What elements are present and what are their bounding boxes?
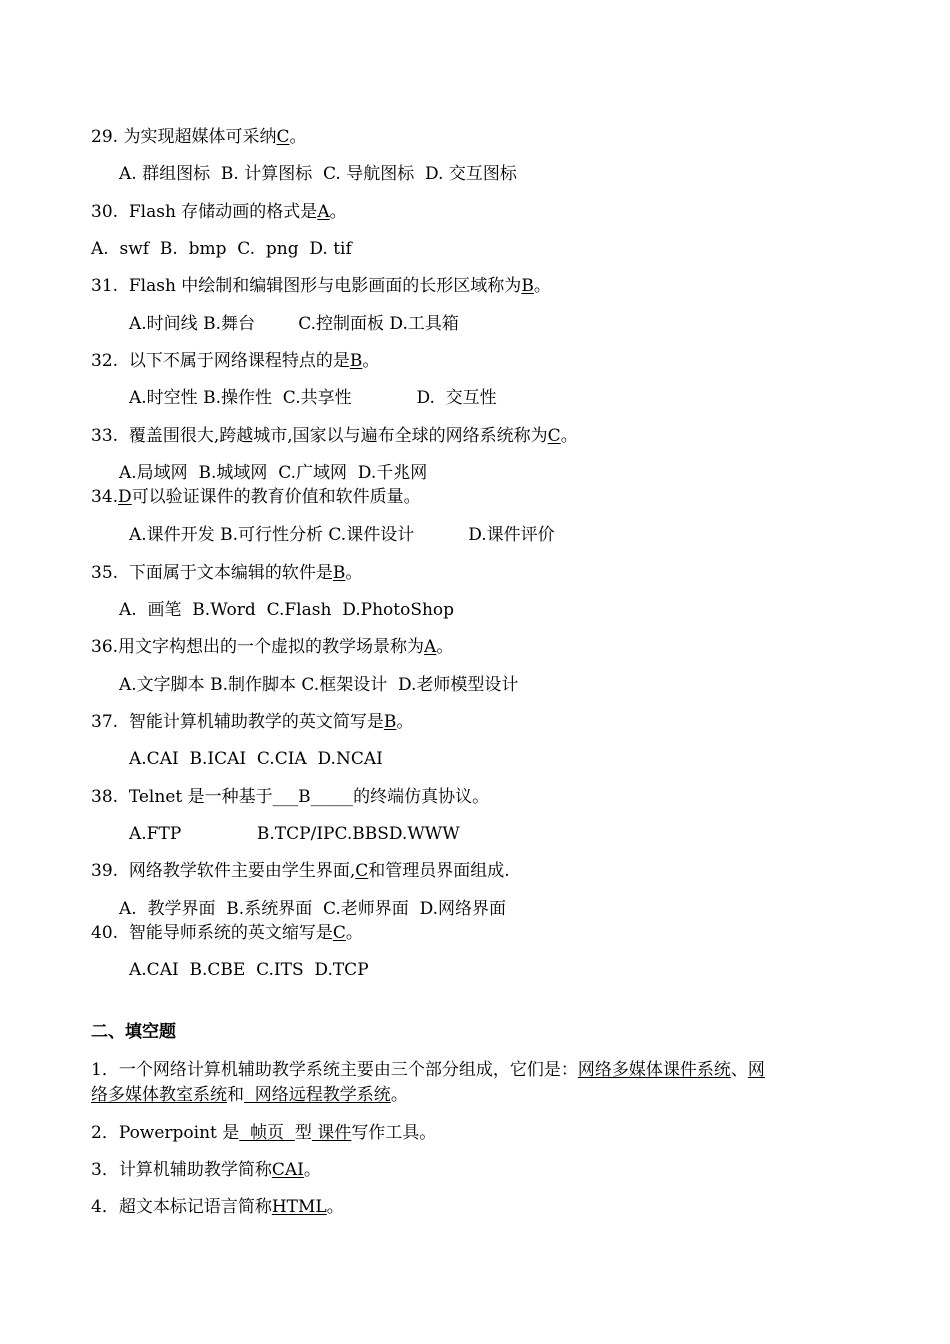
question-38-stem	[91, 786, 489, 808]
question-text-tail: 。	[396, 712, 414, 732]
question-36-options: A.文字脚本 B.制作脚本 C.框架设计 D.老师模型设计	[119, 675, 519, 695]
question-text-tail: 和管理员界面组成.	[368, 861, 510, 881]
fill-text: 。	[390, 1085, 408, 1105]
fill-answer: 网	[747, 1060, 765, 1080]
question-34-stem	[91, 486, 421, 508]
question-number: 29.	[91, 127, 119, 147]
question-number: 34.	[91, 487, 119, 507]
fill-answer: HTML	[271, 1197, 327, 1217]
fill-answer: 络多媒体教室系统	[91, 1085, 227, 1105]
question-31-stem	[91, 275, 551, 297]
fill-answer: 帧页	[239, 1123, 295, 1143]
fill-text: 2．Powerpoint 是	[91, 1123, 240, 1143]
question-text-tail: 。	[533, 276, 551, 296]
question-number: 37.	[91, 712, 119, 732]
question-text: 以下不属于网络课程特点的是	[118, 351, 350, 371]
fill-item-4	[91, 1196, 344, 1218]
question-text: 智能导师系统的英文缩写是	[118, 923, 333, 943]
question-text: 覆盖围很大,跨越城市,国家以与遍布全球的网络系统称为	[118, 426, 548, 446]
fill-answer: CAI	[271, 1160, 304, 1180]
question-number: 36.	[91, 637, 119, 657]
question-text: 为实现超媒体可采纳	[118, 127, 277, 147]
question-35-stem	[91, 562, 362, 584]
fill-item-3	[91, 1159, 321, 1181]
question-text: 用文字构想出的一个虚拟的教学场景称为	[118, 637, 425, 657]
question-number: 32.	[91, 351, 119, 371]
question-31-options: A.时间线 B.舞台 C.控制面板 D.工具箱	[129, 314, 459, 334]
question-29-stem	[91, 126, 306, 148]
question-37-options: A.CAI B.ICAI C.CIA D.NCAI	[129, 749, 383, 769]
answer-blank: B	[383, 712, 397, 732]
question-number: 35.	[91, 563, 119, 583]
question-37-stem	[91, 711, 413, 733]
question-number: 39.	[91, 861, 119, 881]
question-33-stem	[91, 425, 578, 447]
answer-blank: C	[355, 861, 369, 881]
question-number: 30.	[91, 202, 119, 222]
fill-text: 3．计算机辅助教学简称	[91, 1160, 272, 1180]
fill-answer: 课件	[311, 1123, 352, 1143]
fill-text: 。	[303, 1160, 321, 1180]
question-text: 网络教学软件主要由学生界面,	[118, 861, 356, 881]
fill-answer: 网络多媒体课件系统	[577, 1060, 731, 1080]
answer-blank: C	[547, 426, 561, 446]
fill-text: 和	[227, 1085, 244, 1105]
question-text-tail: 的终端仿真协议。	[353, 787, 490, 807]
question-29-options: A. 群组图标 B. 计算图标 C. 导航图标 D. 交互图标	[119, 164, 517, 184]
question-text-tail: 。	[345, 563, 363, 583]
question-text: 下面属于文本编辑的软件是	[118, 563, 333, 583]
answer-blank: B	[332, 563, 346, 583]
question-40-options: A.CAI B.CBE C.ITS D.TCP	[129, 960, 369, 980]
answer-blank: C	[332, 923, 346, 943]
question-38-options: A.FTP B.TCP/IPC.BBSD.WWW	[129, 824, 460, 844]
fill-text: 。	[326, 1197, 344, 1217]
question-32-options: A.时空性 B.操作性 C.共享性 D. 交互性	[129, 388, 497, 408]
question-text-tail: 。	[289, 127, 307, 147]
answer-blank: B	[521, 276, 534, 296]
question-40-stem	[91, 922, 363, 944]
question-35-options: A. 画笔 B.Word C.Flash D.PhotoShop	[119, 600, 455, 620]
question-30-options: A. swf B. bmp C. png D. tif	[91, 239, 352, 259]
question-number: 33.	[91, 426, 119, 446]
question-text: Telnet 是一种基于	[118, 787, 273, 807]
answer-blank: A	[317, 202, 330, 222]
fill-item-1-line-1	[91, 1059, 765, 1081]
question-text-tail: 。	[329, 202, 347, 222]
answer-blank: C	[276, 127, 290, 147]
answer-blank: ___B_____	[272, 787, 354, 807]
question-text-tail: 可以验证课件的教育价值和软件质量。	[131, 487, 421, 507]
fill-answer: 网络远程教学系统	[244, 1085, 391, 1105]
question-text-tail: 。	[362, 351, 380, 371]
question-39-stem	[91, 860, 510, 882]
answer-blank: B	[349, 351, 363, 371]
question-text-tail: 。	[345, 923, 363, 943]
question-text-tail: 。	[560, 426, 578, 446]
question-32-stem	[91, 350, 379, 372]
answer-blank: A	[424, 637, 437, 657]
answer-blank: D	[118, 487, 132, 507]
question-text: Flash 存储动画的格式是	[118, 202, 318, 222]
question-text-tail: 。	[436, 637, 454, 657]
question-30-stem	[91, 201, 347, 223]
question-number: 40.	[91, 923, 119, 943]
question-33-options: A.局域网 B.城域网 C.广域网 D.千兆网	[119, 463, 428, 483]
fill-text: 、	[730, 1060, 748, 1080]
question-text: Flash 中绘制和编辑图形与电影画面的长形区域称为	[118, 276, 522, 296]
question-number: 31.	[91, 276, 119, 296]
fill-text: 型	[294, 1123, 312, 1143]
fill-text: 写作工具。	[351, 1123, 437, 1143]
question-text: 智能计算机辅助教学的英文简写是	[118, 712, 384, 732]
question-34-options: A.课件开发 B.可行性分析 C.课件设计 D.课件评价	[129, 525, 555, 545]
fill-item-2	[91, 1122, 436, 1144]
fill-text: 4．超文本标记语言简称	[91, 1197, 272, 1217]
fill-item-1-line-2	[91, 1084, 408, 1106]
question-39-options: A. 教学界面 B.系统界面 C.老师界面 D.网络界面	[119, 899, 507, 919]
question-36-stem	[91, 636, 453, 658]
section-heading: 二、填空题	[91, 1022, 176, 1042]
fill-text: 1．一个网络计算机辅助教学系统主要由三个部分组成，它们是：	[91, 1060, 578, 1080]
question-number: 38.	[91, 787, 119, 807]
